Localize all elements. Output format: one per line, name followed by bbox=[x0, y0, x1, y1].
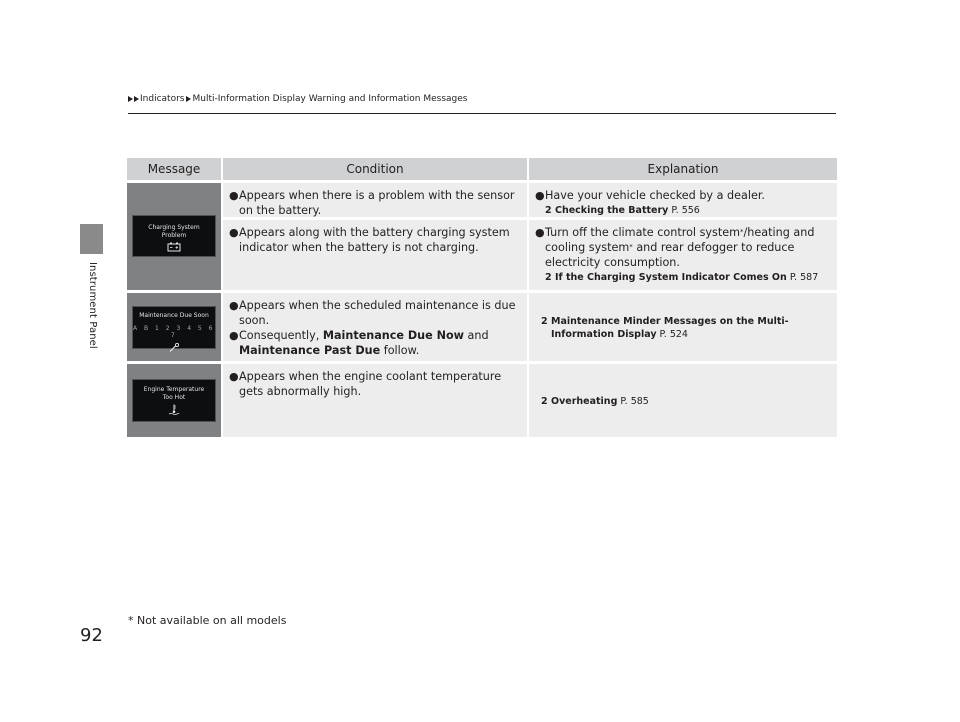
header-rule bbox=[128, 113, 836, 114]
table-header bbox=[127, 158, 837, 180]
reference-page: P. 587 bbox=[789, 272, 819, 283]
screen-text: Engine Temperature bbox=[143, 386, 205, 393]
explanation-text: Have your vehicle checked by a dealer. bbox=[545, 189, 765, 202]
header-explanation: Explanation bbox=[527, 158, 837, 180]
header-condition: Condition bbox=[221, 158, 527, 180]
condition-text: Appears when the scheduled maintenance is due soon. bbox=[239, 298, 516, 327]
reference-title: If the Charging System Indicator Comes On bbox=[555, 272, 787, 283]
display-screen bbox=[132, 306, 216, 349]
reference-title: Information Display bbox=[551, 329, 657, 340]
battery-icon bbox=[167, 242, 181, 252]
reference-marker: 2 bbox=[545, 205, 552, 216]
section-label: Instrument Panel bbox=[87, 262, 98, 349]
bullet-icon: ● bbox=[229, 298, 239, 312]
footnote-star: * bbox=[740, 228, 744, 236]
bullet-icon: ● bbox=[535, 189, 545, 202]
section-tab bbox=[80, 224, 103, 254]
breadcrumb-arrow-icon bbox=[186, 96, 191, 102]
reference-marker: 2 bbox=[541, 316, 548, 327]
condition-cell bbox=[221, 293, 527, 361]
page-number: 92 bbox=[80, 625, 103, 646]
reference-marker: 2 bbox=[541, 396, 548, 407]
bullet-icon: ● bbox=[229, 189, 239, 202]
reference-title: Maintenance Minder Messages on the Multi- bbox=[551, 316, 789, 327]
table-row bbox=[127, 290, 837, 361]
breadcrumb-arrow-icon bbox=[128, 96, 133, 102]
explanation-cell bbox=[527, 364, 837, 437]
bullet-icon: ● bbox=[229, 328, 239, 342]
reference-page: P. 556 bbox=[671, 205, 700, 216]
reference-page: P. 585 bbox=[620, 396, 649, 407]
header-message: Message bbox=[147, 162, 201, 176]
condition-text: Appears when there is a problem with the sensor on the battery. bbox=[239, 189, 515, 217]
condition-cell bbox=[221, 220, 527, 290]
bullet-icon: ● bbox=[535, 226, 545, 239]
breadcrumb-item-messages[interactable]: Multi-Information Display Warning and Information Messages bbox=[192, 94, 468, 104]
screen-text: Charging System bbox=[148, 224, 200, 231]
condition-text: Appears when the engine coolant temperature gets abnormally high. bbox=[239, 370, 502, 398]
screen-text: Problem bbox=[161, 231, 187, 239]
reference-page: P. 524 bbox=[659, 329, 688, 340]
footnote: * Not available on all models bbox=[128, 614, 287, 627]
condition-cell bbox=[221, 364, 527, 437]
message-image bbox=[127, 293, 221, 361]
reference-link[interactable] bbox=[535, 395, 831, 408]
message-image bbox=[127, 183, 221, 290]
breadcrumb bbox=[128, 94, 467, 104]
messages-table bbox=[127, 158, 837, 437]
display-screen bbox=[132, 379, 216, 422]
footnote-star: * bbox=[629, 243, 633, 251]
reference-title: Checking the Battery bbox=[555, 205, 669, 216]
breadcrumb-item-indicators[interactable]: Indicators bbox=[140, 94, 185, 104]
condition-cell bbox=[221, 183, 527, 217]
reference-marker: 2 bbox=[545, 272, 552, 283]
screen-text: Maintenance Due Soon bbox=[139, 312, 209, 319]
condition-text: Consequently, Maintenance Due Now and Maintenance Past Due follow. bbox=[239, 328, 489, 357]
reference-title: Overheating bbox=[551, 396, 618, 407]
explanation-cell bbox=[527, 293, 837, 361]
display-screen bbox=[132, 215, 216, 257]
reference-link[interactable] bbox=[535, 271, 831, 284]
breadcrumb-arrow-icon bbox=[134, 96, 139, 102]
explanation-cell bbox=[527, 220, 837, 290]
reference-link[interactable] bbox=[535, 204, 831, 217]
screen-text: Too Hot bbox=[162, 393, 186, 401]
condition-text: Appears along with the battery charging system indicator when the battery is not charging. bbox=[239, 226, 510, 254]
coolant-temperature-icon bbox=[168, 404, 180, 415]
wrench-icon bbox=[168, 343, 180, 353]
table-row bbox=[127, 180, 837, 290]
bullet-icon: ● bbox=[229, 370, 239, 383]
explanation-text: Turn off the climate control system*/heating and cooling system* and rear defogger to reduce electricity consumption. bbox=[545, 226, 815, 269]
reference-link[interactable] bbox=[535, 315, 831, 341]
message-image bbox=[127, 364, 221, 437]
bullet-icon: ● bbox=[229, 226, 239, 239]
screen-code: A B 1 2 3 4 5 6 7 bbox=[133, 324, 215, 339]
explanation-cell bbox=[527, 183, 837, 217]
table-row bbox=[127, 361, 837, 437]
